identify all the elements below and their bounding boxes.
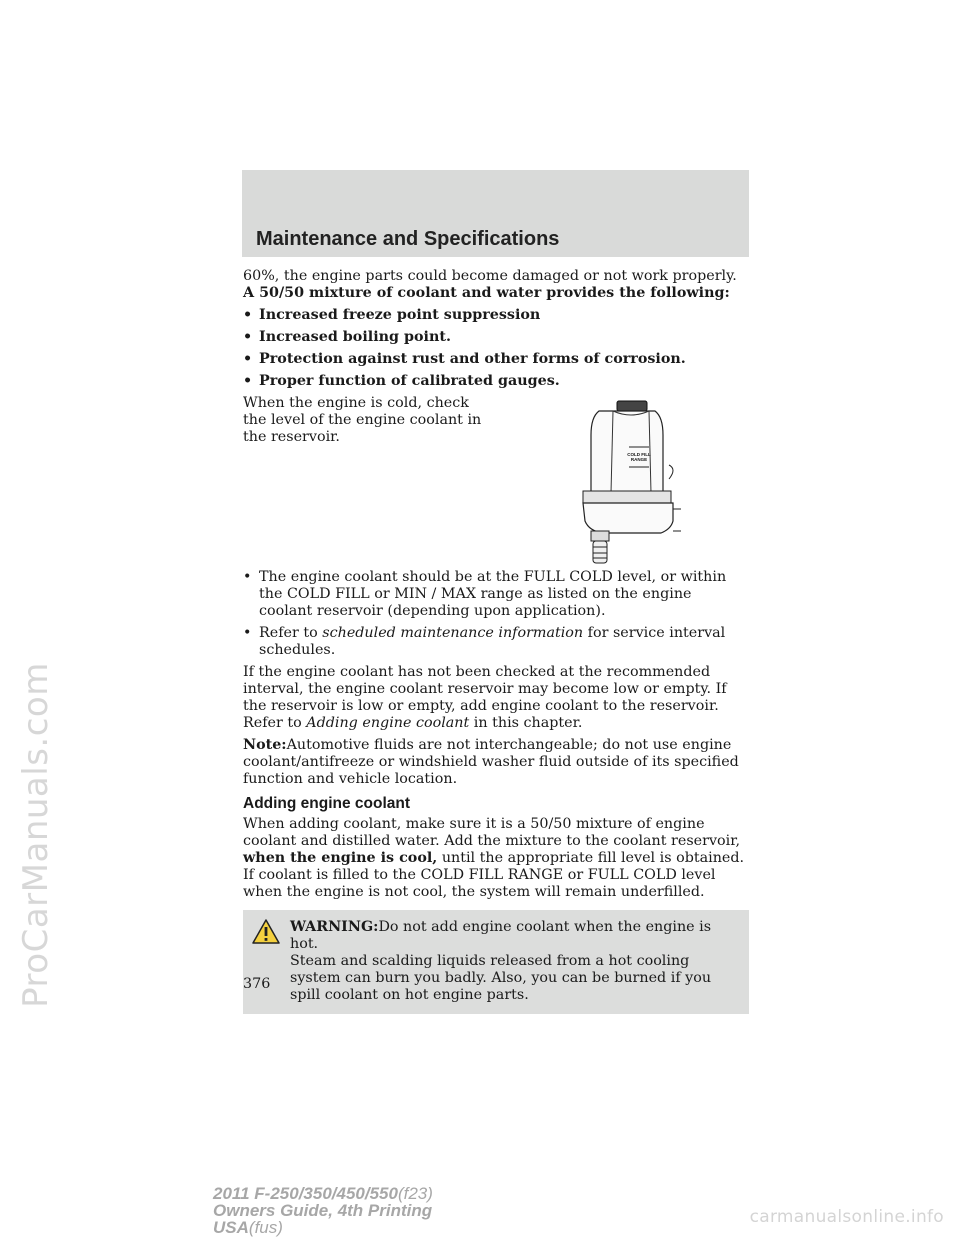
scheduled-maintenance-reference: scheduled maintenance information xyxy=(322,625,584,641)
section-header xyxy=(242,170,749,257)
benefit-text: Increased boiling point. xyxy=(259,329,451,345)
adding-coolant-reference: Adding engine coolant xyxy=(306,715,470,731)
level-bullet-text: The engine coolant should be at the FULL COLD level, or within the COLD FILL or MIN / MAX range as listed on the engine coolant reservoir (depending upon application). xyxy=(259,569,727,619)
range-label: RANGE xyxy=(630,457,648,462)
list-item: • Increased freeze point suppression xyxy=(243,307,541,323)
list-item: • Proper function of calibrated gauges. xyxy=(243,373,560,389)
footer-line-guide: Owners Guide, 4th Printing xyxy=(213,1201,433,1220)
footer-line-region xyxy=(213,1219,433,1236)
level-bullets xyxy=(243,569,749,659)
coolant-reservoir-illustration xyxy=(569,395,683,573)
list-item: • Refer to scheduled maintenance information for service interval schedules. xyxy=(243,625,726,658)
check-paragraph: When the engine is cold, check the level of the engine coolant in the reservoir. xyxy=(243,395,482,445)
footer-line-model xyxy=(213,1185,433,1202)
benefit-text: Protection against rust and other forms of corrosion. xyxy=(259,351,686,367)
benefit-text: Proper function of calibrated gauges. xyxy=(259,373,560,389)
warning-rest: Steam and scalding liquids released from a hot cooling system can burn you badly. Also, you can be burned if you spill coolant on hot engine parts. xyxy=(290,953,712,1003)
section-title: Adding engine coolant xyxy=(243,795,411,812)
site-footer: carmanualsonline.info xyxy=(749,1207,944,1227)
warning-triangle-icon xyxy=(251,918,281,945)
print-footer xyxy=(213,1185,433,1236)
refer-post-text: for service interval schedules. xyxy=(259,625,726,658)
intro-text: 60%, the engine parts could become damaged or not work properly. xyxy=(243,268,737,284)
footer-model-code: (f23) xyxy=(397,1184,433,1203)
watermark xyxy=(6,505,66,1205)
page-number: 376 xyxy=(243,976,271,992)
intro-bold: A 50/50 mixture of coolant and water provides the following: xyxy=(243,285,730,301)
interval-text: If the engine coolant has not been checked at the recommended interval, the engine coolant reservoir may become low or empty. If the reservoir is low or empty, add engine coolant to the reservoir. Refer to xyxy=(243,664,727,731)
refer-text: Refer to xyxy=(259,625,318,641)
warning-line1: Do not add engine coolant when the engine is hot. xyxy=(290,919,712,952)
adding-paragraph xyxy=(243,816,749,901)
list-item: • The engine coolant should be at the FULL COLD level, or within the COLD FILL or MIN / MAX range as listed on the engine coolant reservoir (depending upon application). xyxy=(243,569,727,619)
watermark-text: ProCarManuals.com xyxy=(16,662,56,1008)
reservoir-section xyxy=(243,395,749,563)
footer-region: USA xyxy=(213,1218,249,1237)
page-title: Maintenance and Specifications xyxy=(256,228,560,250)
note-paragraph xyxy=(243,737,749,788)
warning-label: WARNING: xyxy=(290,919,379,935)
note-text: Automotive fluids are not interchangeable; do not use engine coolant/antifreeze or windshield washer fluid outside of its specified function and vehicle location. xyxy=(243,737,739,787)
benefits-list xyxy=(243,307,749,390)
list-item: • Protection against rust and other forms of corrosion. xyxy=(243,351,686,367)
adding-text: When adding coolant, make sure it is a 50/50 mixture of engine coolant and distilled water. Add the mixture to the coolant reservoir, xyxy=(243,816,741,849)
warning-rest-wrapper xyxy=(248,953,741,1004)
adding-bold: when the engine is cool, xyxy=(243,850,438,866)
interval-post-text: in this chapter. xyxy=(473,715,583,731)
footer-model: 2011 F-250/350/450/550 xyxy=(213,1184,398,1203)
warning-first-line xyxy=(248,919,741,953)
adding-post-text: until the appropriate fill level is obtained. If coolant is filled to the COLD FILL RANGE or FULL COLD level when the engine is not cool, the system will remain underfilled. xyxy=(243,850,745,900)
footer-region-code: (fus) xyxy=(248,1218,283,1237)
list-item: • Increased boiling point. xyxy=(243,329,451,345)
benefit-text: Increased freeze point suppression xyxy=(259,307,541,323)
note-label: Note: xyxy=(243,737,287,753)
page-content xyxy=(243,268,749,1014)
warning-box xyxy=(243,910,749,1014)
cold-fill-label: COLD FILL xyxy=(627,452,651,457)
interval-paragraph xyxy=(243,664,749,732)
intro-paragraph xyxy=(243,268,749,302)
